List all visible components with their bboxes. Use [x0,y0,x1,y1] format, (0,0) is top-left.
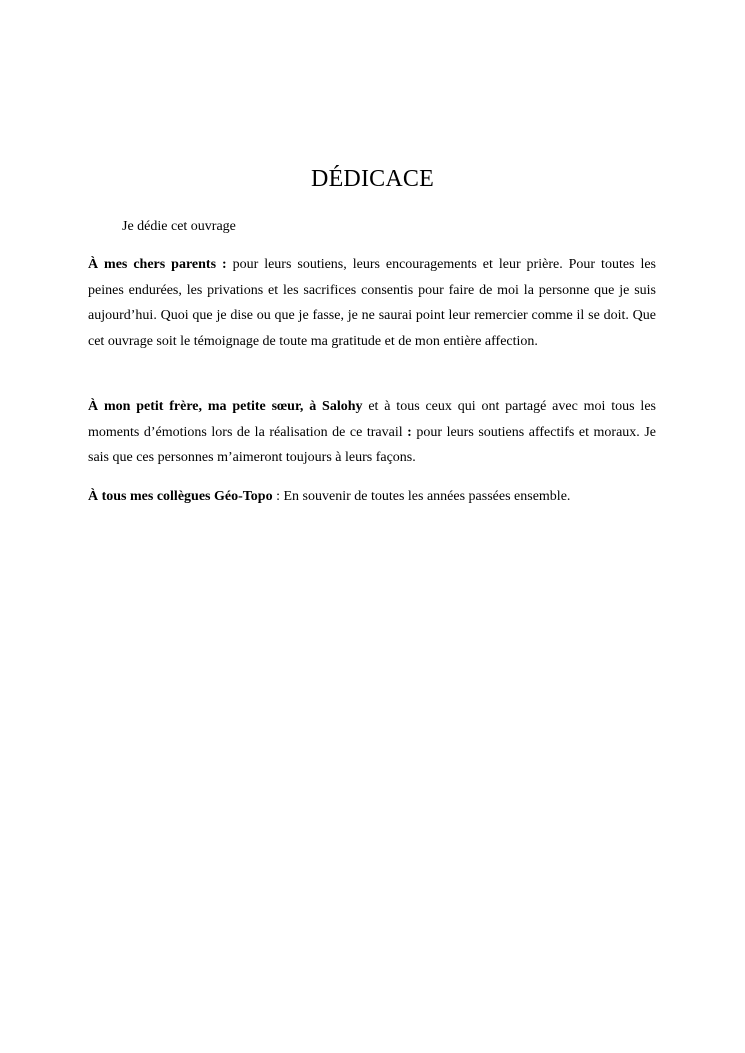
dedication-parents-lead: À mes chers parents : [88,257,227,272]
dedication-colleagues-lead: À tous mes collègues Géo-Topo [88,489,273,504]
dedication-parents-text: pour leurs soutiens, leurs encouragements et leur prière. Pour toutes les peines endurées, les privations et les sacrifices consentis pour faire de moi la personne que je suis aujourd’hui. Quoi que je dise ou que je fasse, je ne saurai point leur remercier comme il se doit. Que cet ouvrage soit le témoignage de toute ma gratitude et de mon entière affection. [88,257,656,349]
page-title: DÉDICACE [311,166,434,192]
dedication-parents [88,252,656,354]
dedication-colleagues-text: : En souvenir de toutes les années passées ensemble. [272,489,571,504]
dedication-intro: Je dédie cet ouvrage [122,219,236,234]
dedication-siblings-text-b: pour leurs soutiens affectifs et moraux. Je sais que ces personnes m’aimeront toujours à leurs façons. [88,424,656,465]
dedication-siblings-text-a: et à tous ceux qui ont partagé avec moi tous les moments d’émotions lors de la réalisation de ce travail [88,399,656,440]
dedication-siblings-lead: À mon petit frère, ma petite sœur, à Salohy [88,399,363,414]
dedication-siblings [88,394,656,471]
dedication-colleagues [88,484,656,510]
dedication-siblings-colon: : [407,424,412,440]
